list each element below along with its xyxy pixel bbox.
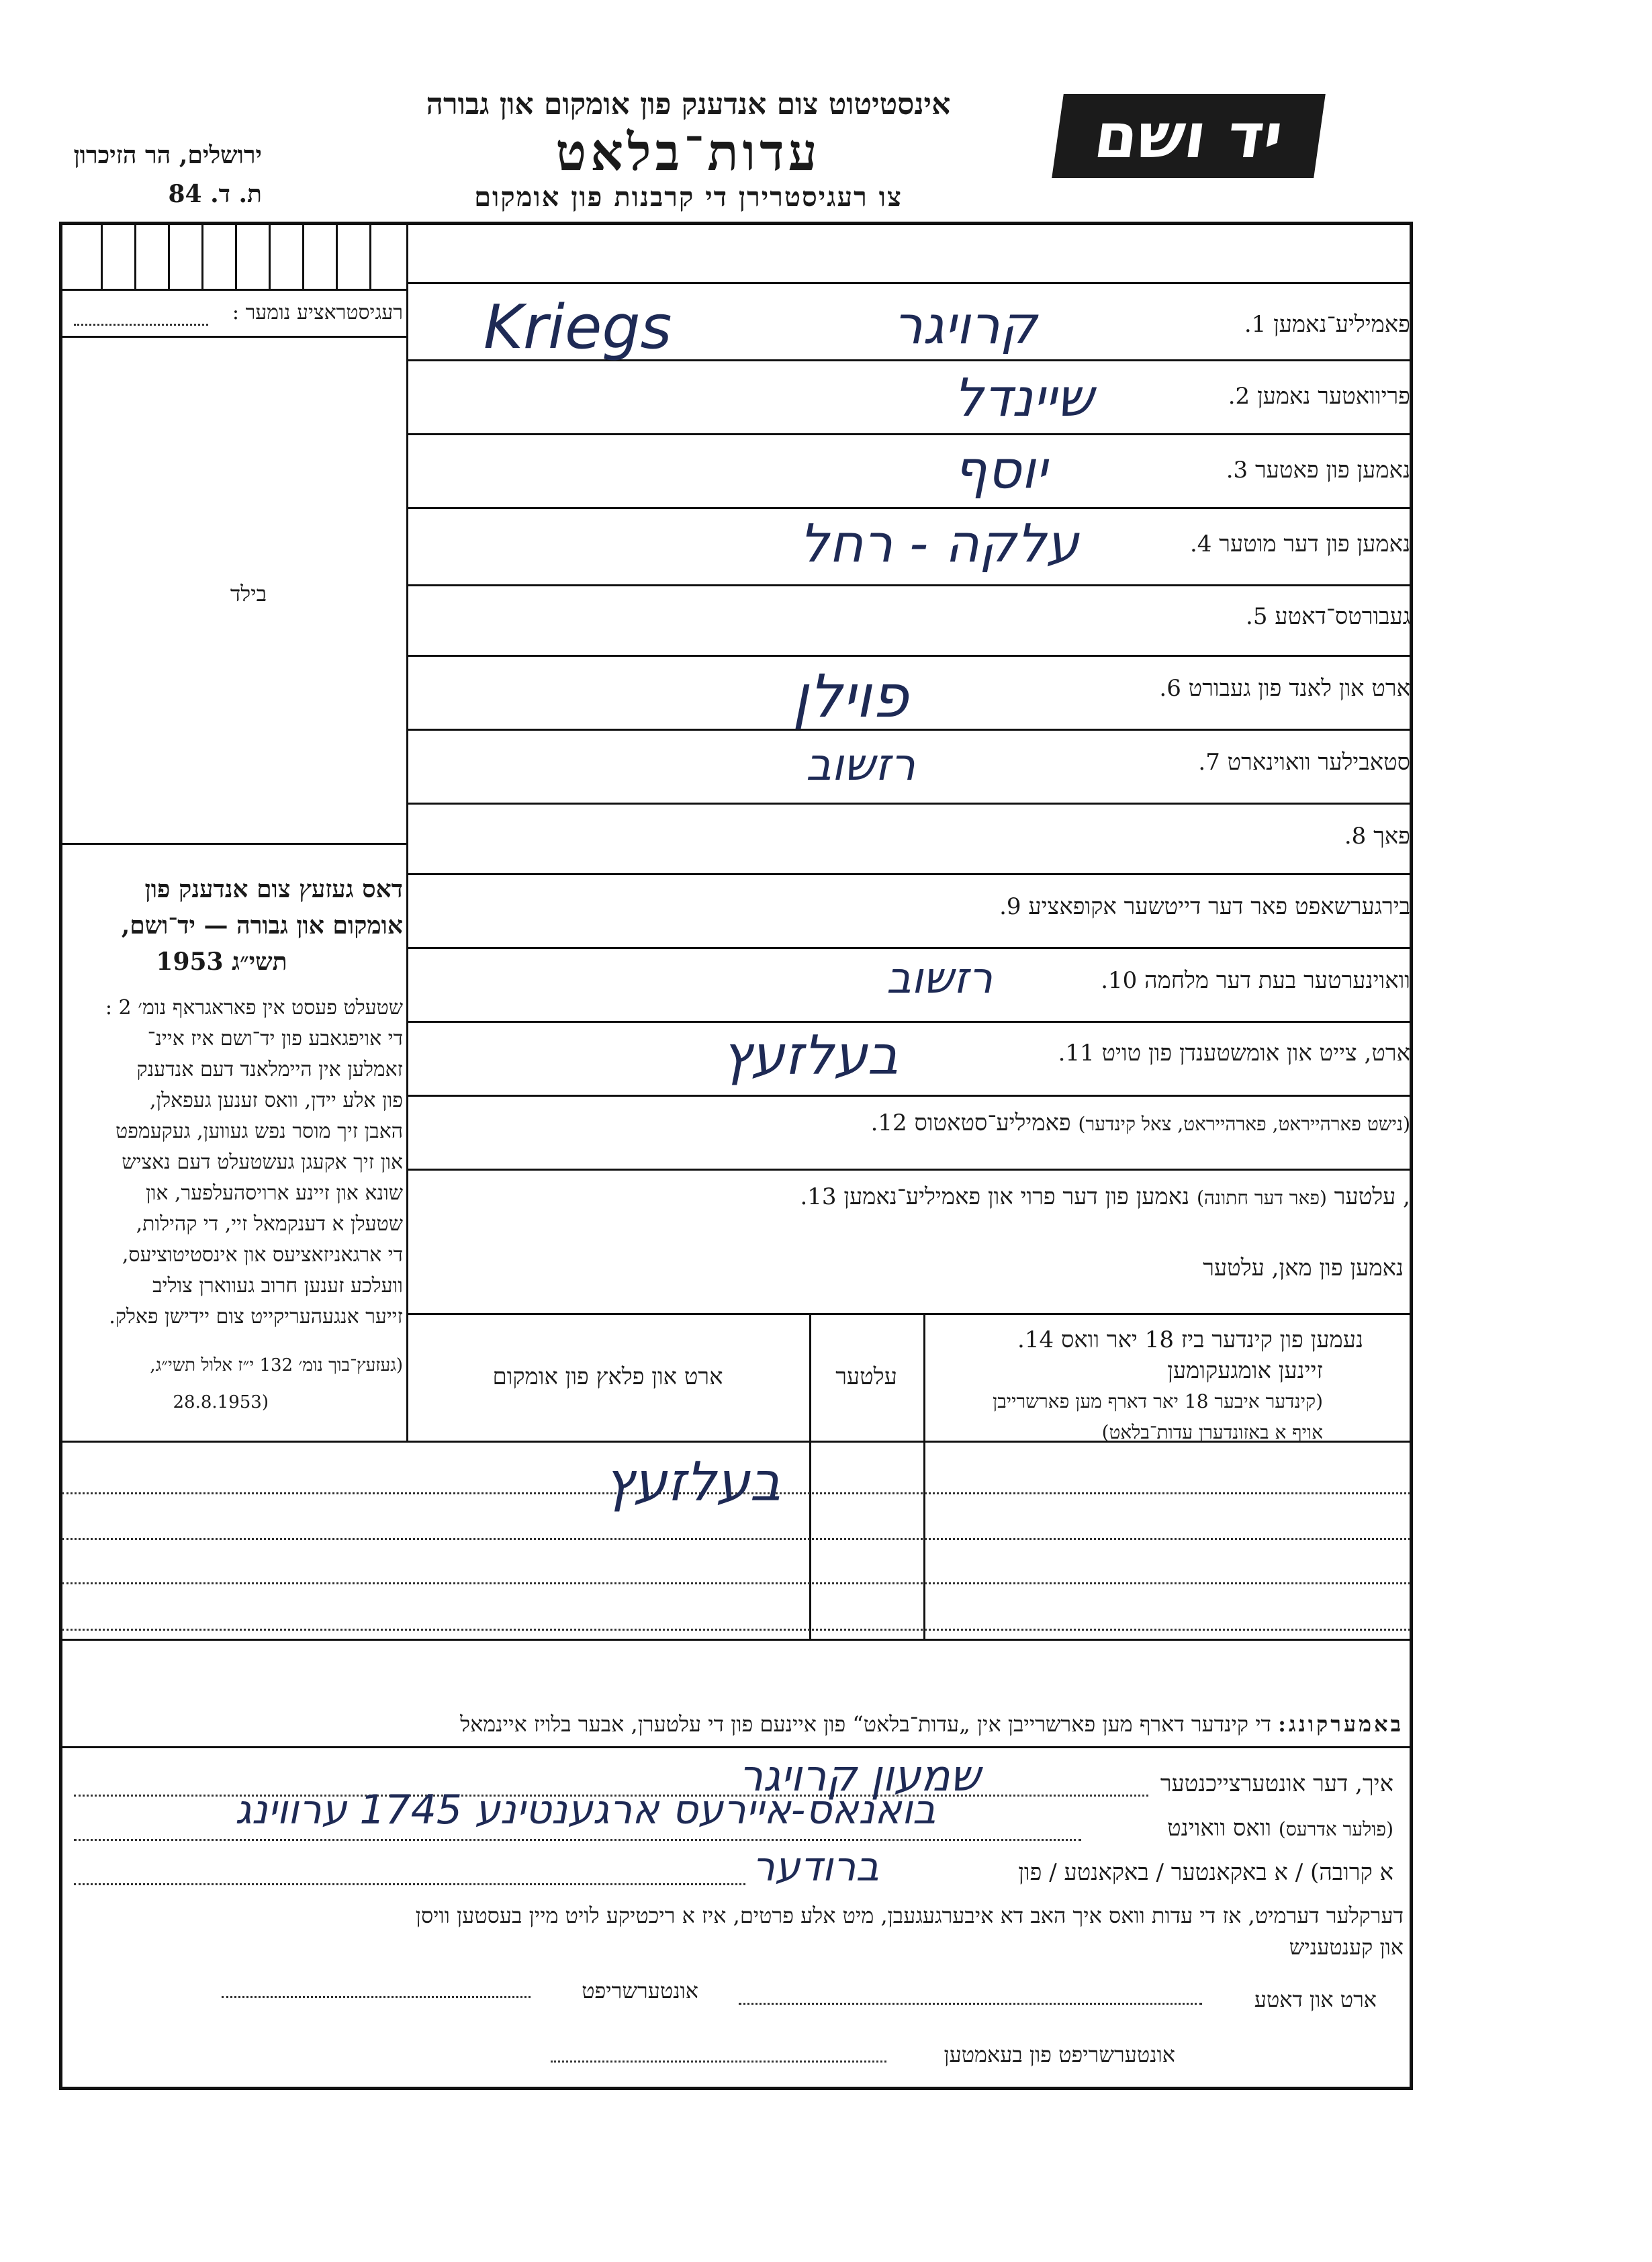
table-row-line — [62, 1582, 1410, 1584]
row-separator — [406, 1021, 1410, 1023]
declaration-text-2: און קענטעניש — [1289, 1934, 1404, 1960]
law-heading-1: דאס געזעץ צום אנדענק פון — [144, 875, 403, 903]
subtitle: צו רעגיסטרירן די קרבנות פון אומקום — [474, 181, 903, 213]
official-signature-line — [551, 2061, 886, 2063]
reg-box-divider — [201, 225, 203, 289]
law-text-line: שטעלן א דענקמאל זיי, די קהילות, — [136, 1212, 403, 1236]
law-text-line: די ארגאניזאציעס און אינסטיטוציעס, — [122, 1243, 403, 1267]
field-label-profession: פאך 8. — [1344, 823, 1410, 850]
field-label-citizenship: בירגערשאפט פאר דער דייטשער אקופאציע 9. — [999, 893, 1410, 920]
address-city: ירושלים, הר הזיכרון — [73, 141, 262, 169]
address-line — [74, 1839, 1081, 1841]
row-separator — [406, 282, 1410, 284]
field-label-mother-name: נאמען פון דער מוטער 4. — [1189, 531, 1410, 557]
sidebar-divider — [406, 225, 408, 1441]
row-separator — [406, 584, 1410, 586]
row-separator — [406, 1169, 1410, 1171]
reg-box-divider — [336, 225, 338, 289]
law-text-line: שונא און זיינע ארויסהעלפער, און — [146, 1181, 403, 1205]
field-label-birth-place: ארט און לאנד פון געבורט 6. — [1159, 675, 1410, 702]
law-text-line: און זיך אקעגן געשטעלט דעם נאציש — [122, 1150, 403, 1174]
place-date-label: ארט און דאטע — [1254, 1987, 1377, 2012]
row-separator — [406, 507, 1410, 509]
row-separator — [406, 655, 1410, 657]
law-text-line: פון אלע יידן, וואס זענען געפאלן, — [149, 1089, 403, 1112]
declaration-text: דערקלער דערמיט, אז די עדות וואס איך האב דא איבערגעגעבן, מיט אלע פרטים, איז א ריכטיקע לויט מיין בעסטען וויסן — [415, 1903, 1404, 1928]
signer-name[interactable]: שמעון קרויגר — [739, 1752, 980, 1801]
law-reference: (געזעץ־בוך נומ׳ 132 י״ז אלול תשי״ג, — [150, 1355, 403, 1375]
table-row-line — [62, 1538, 1410, 1540]
field-label-family-status: (נישט פארהייראט, פארהייראט, צאל קינדער) פאמיליע־סטאטוס 12. — [870, 1110, 1410, 1136]
field-label-father-name: נאמען פון פאטער 3. — [1226, 457, 1410, 484]
law-date: (28.8.1953 — [173, 1392, 269, 1412]
page-title: עדות־בלאט — [555, 122, 821, 182]
field-value-family-name-latin[interactable]: Kriegs — [484, 292, 672, 363]
photo-area-bottom — [62, 843, 406, 845]
yad-vashem-logo: יד ושם — [1052, 94, 1326, 178]
field-value-death-details[interactable]: בעלזעץ — [722, 1024, 899, 1087]
reg-row-bottom — [62, 336, 406, 338]
row-separator — [406, 433, 1410, 435]
relation-value[interactable]: ברודער — [752, 1844, 880, 1891]
child-row1-place[interactable]: בעלזעץ — [604, 1451, 781, 1513]
row-separator — [406, 803, 1410, 805]
children-label: נעמען פון קינדער ביז 18 יאר וואס 14. זיינען אומגעקומען (קינדער איבער 18 יאר דארף מען פארשרייבן אויף א באזונדערן עדות־בלאט) — [993, 1326, 1363, 1443]
law-text-line: די אויפגאבע פון יד־ושם איז איינ־ — [147, 1027, 403, 1050]
relation-label: א קרובה) / א באקאנטער / באקאנטע / פון — [1018, 1859, 1393, 1886]
table-col-divider — [809, 1313, 811, 1639]
address-po: ת. ד. 84 — [168, 180, 262, 208]
registration-label: רעגיסטראציע נומער : — [232, 301, 403, 324]
reg-box-divider — [235, 225, 237, 289]
field-label-wife-name: , עלטער (פאר דער חתונה) נאמען פון דער פרוי און פאמיליע־נאמען 13. — [800, 1183, 1410, 1210]
relation-line — [74, 1883, 745, 1885]
reg-box-bottom — [62, 289, 406, 291]
col-header-place: ארט און פלאץ פון אומקום — [492, 1363, 723, 1390]
field-label-first-name: פריוואטער נאמען 2. — [1228, 383, 1410, 410]
field-label-birth-date: געבורטס־דאטע 5. — [1246, 603, 1410, 630]
signature-label: אונטערשריפט — [582, 1978, 698, 2003]
row-separator — [406, 873, 1410, 875]
field-label-death-details: ארט, צייט און אומשטענדן פון טויט 11. — [1058, 1040, 1410, 1067]
registration-line — [74, 324, 208, 326]
law-text-line: זייער אנגעהעריקייט צום יידישן פאלק. — [109, 1305, 403, 1328]
law-text-line: שטעלט פעסט אין פאראגראף נומ׳ 2 : — [105, 996, 403, 1020]
table-row-line — [62, 1629, 1410, 1631]
row-separator — [406, 1313, 1410, 1315]
photo-label: בילד — [230, 581, 267, 606]
field-label-wartime-residence: וואוינערטער בעת דער מלחמה 10. — [1101, 967, 1410, 994]
field-label-family-name: פאמיליע־נאמען 1. — [1244, 311, 1410, 338]
field-value-father-name[interactable]: יוסף — [954, 440, 1048, 500]
col-header-age: עלטער — [835, 1363, 897, 1390]
field-value-mother-name[interactable]: עלקה - רחל — [799, 514, 1079, 574]
row-separator — [406, 1095, 1410, 1097]
law-heading-3: תשי״ג 1953 — [156, 948, 287, 976]
remark-top — [62, 1639, 1410, 1641]
reg-box-divider — [302, 225, 304, 289]
reg-box-divider — [134, 225, 136, 289]
field-label-husband-name: נאמען פון מאן, עלטער — [1203, 1255, 1404, 1281]
reg-box-divider — [369, 225, 371, 289]
field-value-birth-place[interactable]: פוילן — [792, 662, 909, 731]
official-signature-label: אונטערשריפט פון בעאמטען — [944, 2042, 1175, 2067]
field-label-residence: סטאבילער וואוינארט 7. — [1198, 749, 1410, 776]
law-heading-2: אומקום און גבורה — יד־ושם, — [121, 911, 403, 940]
address-label: (פולער אדרעס) וואס וואוינט — [1167, 1815, 1393, 1842]
field-value-residence[interactable]: רזשוב — [806, 739, 916, 790]
row-separator — [406, 947, 1410, 949]
remark-bottom — [62, 1746, 1410, 1748]
place-date-line — [739, 2003, 1202, 2005]
remark: באמערקונג: די קינדער דארף מען פארשרייבן אין „עדות־בלאט“ פון איינעם פון די עלטערן, אבער בלויז איינמאל — [460, 1711, 1404, 1737]
reg-box-divider — [269, 225, 271, 289]
reg-box-divider — [168, 225, 170, 289]
law-text-line: זאמלען אין היימלאנד דעם אנדענק — [136, 1058, 403, 1081]
reg-box-divider — [101, 225, 103, 289]
field-value-family-name[interactable]: קרויגר — [893, 296, 1038, 356]
institute-name: אינסטיטוט צום אנדענק פון אומקום און גבורה — [426, 87, 951, 122]
law-text-line: האבן זיך מוסר נפש געווען, געקעמפט — [116, 1120, 403, 1143]
law-text-line: וועלכע זענען חרוב געווארן צוליב — [152, 1274, 403, 1298]
field-value-first-name[interactable]: שיינדל — [954, 368, 1094, 428]
table-col-divider — [923, 1313, 925, 1639]
signature-line — [222, 1996, 531, 1998]
field-value-wartime-residence[interactable]: רזשוב — [886, 954, 993, 1003]
signer-address[interactable]: בואנאס-איירעס ארגענטינע 1745 ערווינג — [235, 1786, 936, 1834]
signer-label: איך, דער אונטערצייכנטער — [1160, 1770, 1393, 1797]
